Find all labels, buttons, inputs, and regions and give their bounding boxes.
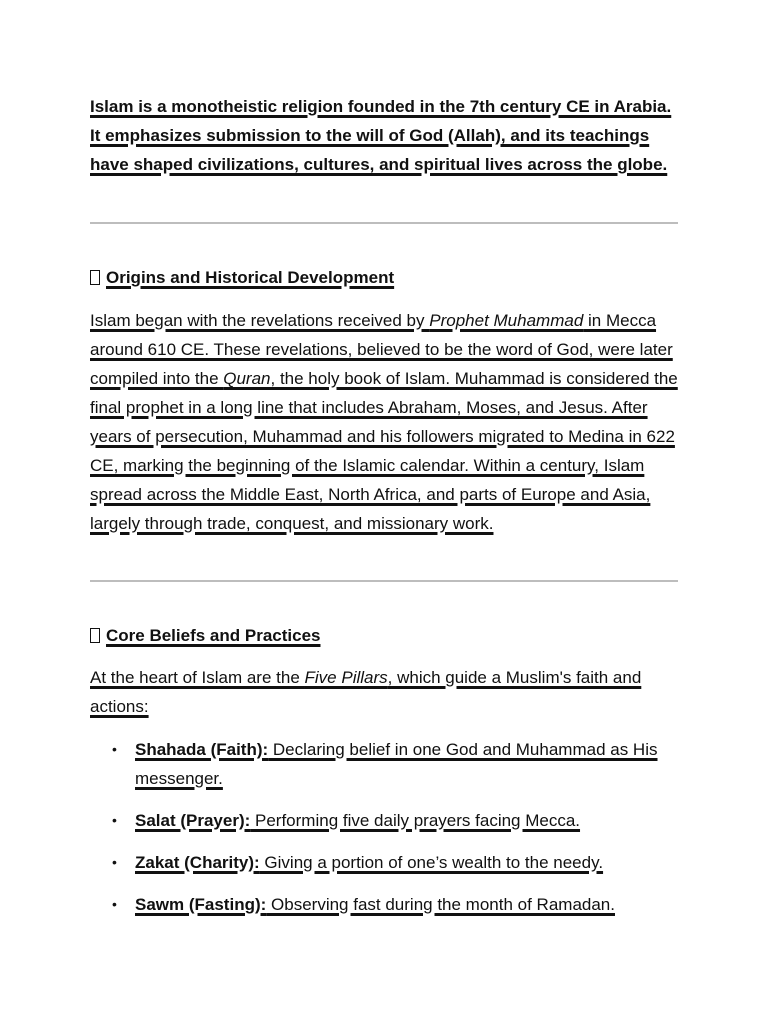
list-item: [90, 735, 680, 793]
beliefs-heading: [90, 621, 680, 650]
pillars-list: [90, 735, 680, 932]
bullet-icon: •: [112, 741, 117, 757]
pillar-label: Sawm (Fasting):: [135, 895, 267, 914]
pillar-text: Observing fast during the month of Ramadan.: [266, 895, 615, 914]
list-item: [90, 890, 680, 919]
origins-text-3: , the holy book of Islam. Muhammad is considered the final prophet in a long line that includes Abraham, Moses, and Jesus. After years of persecution, Muhammad and his followers migrated to Medina in 622 CE, marking the beginning of the Islamic calendar. Within a century, Islam spread across the Middle East, North Africa, and parts of Europe and Asia, largely through trade, conquest, and missionary work.: [90, 369, 678, 533]
section-divider: [90, 580, 678, 582]
pillar-label: Shahada (Faith):: [135, 740, 269, 759]
origins-emphasis-1: Prophet Muhammad: [429, 311, 584, 330]
beliefs-emphasis-1: Five Pillars: [304, 668, 388, 687]
origins-heading-text: Origins and Historical Development: [106, 268, 395, 287]
pillar-label: Salat (Prayer):: [135, 811, 251, 830]
missing-glyph-icon: [90, 628, 100, 643]
list-item: [90, 848, 680, 877]
origins-paragraph: [90, 306, 680, 538]
origins-emphasis-2: Quran: [223, 369, 271, 388]
pillar-label: Zakat (Charity):: [135, 853, 260, 872]
beliefs-paragraph: [90, 663, 680, 721]
intro-text: Islam is a monotheistic religion founded in the 7th century CE in Arabia. It emphasizes submission to the will of God (Allah), and its teachings have shaped civilizations, cultures, and spiritual lives across the globe.: [90, 97, 672, 174]
pillar-text: Performing five daily prayers facing Mecca.: [250, 811, 581, 830]
origins-text-1: Islam began with the revelations received by: [90, 311, 430, 330]
section-divider: [90, 222, 678, 224]
pillar-text: Declaring belief in one God and Muhammad as His messenger.: [135, 740, 658, 788]
intro-paragraph: [90, 92, 680, 179]
origins-heading: [90, 263, 680, 292]
beliefs-text-1: At the heart of Islam are the: [90, 668, 305, 687]
bullet-icon: •: [112, 812, 117, 828]
bullet-icon: •: [112, 896, 117, 912]
pillar-text: Giving a portion of one’s wealth to the needy.: [259, 853, 604, 872]
missing-glyph-icon: [90, 270, 100, 285]
origins-text-2: in Mecca around 610 CE. These revelations, believed to be the word of God, were later compiled into the: [90, 311, 673, 388]
list-item: [90, 806, 680, 835]
bullet-icon: •: [112, 854, 117, 870]
beliefs-heading-text: Core Beliefs and Practices: [106, 626, 321, 645]
beliefs-text-2: , which guide a Muslim's faith and actions:: [90, 668, 642, 716]
